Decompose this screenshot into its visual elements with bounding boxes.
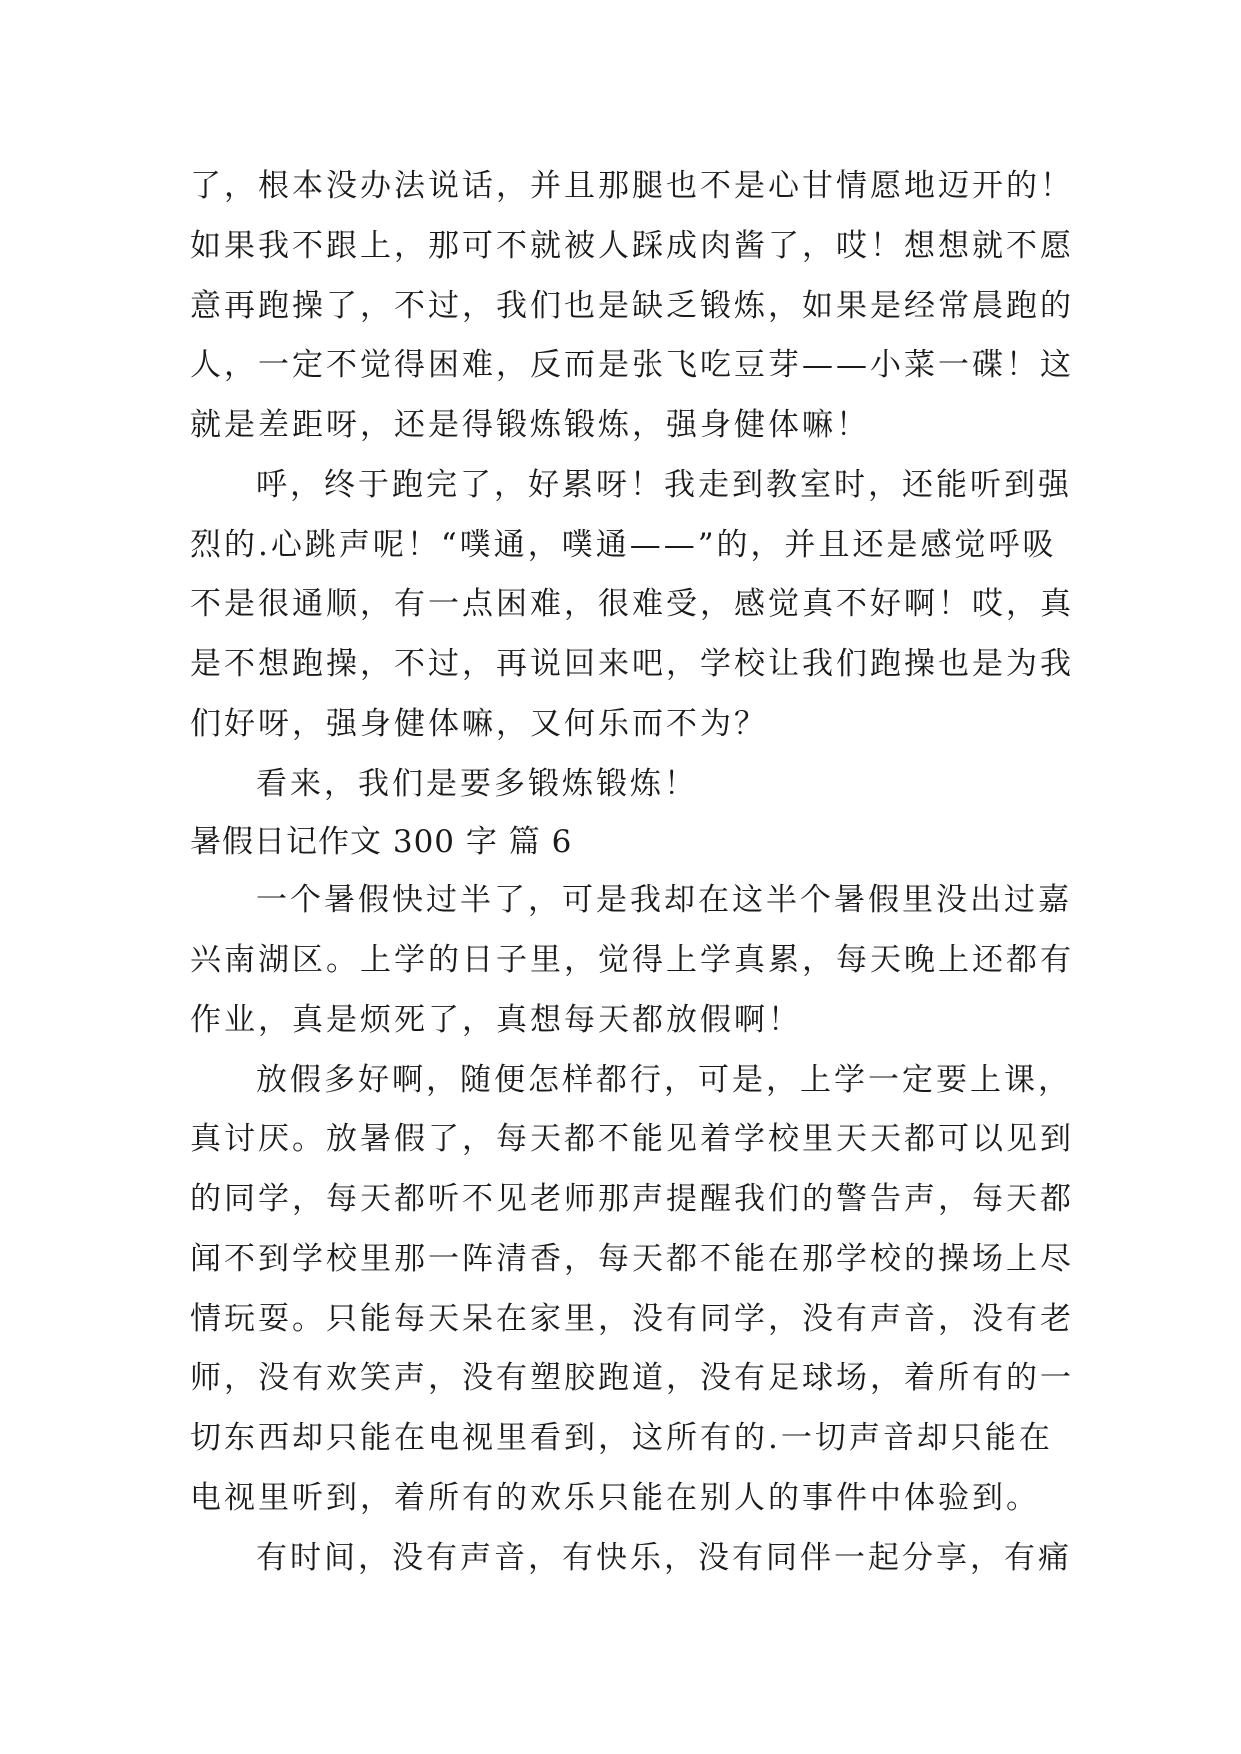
text-line: 们好呀，强身健体嘛，又何乐而不为？ bbox=[190, 706, 768, 742]
text-line: 情玩耍。只能每天呆在家里，没有同学，没有声音，没有老 bbox=[190, 1301, 1074, 1337]
paragraph-first-line: 呼，终于跑完了，好累呀！我走到教室时，还能听到强 bbox=[256, 467, 1072, 503]
text-line: 不是很通顺，有一点困难，很难受，感觉真不好啊！哎，真 bbox=[190, 586, 1074, 622]
text-line: 作业，真是烦死了，真想每天都放假啊！ bbox=[190, 1002, 802, 1038]
text-line: 的同学，每天都听不见老师那声提醒我们的警告声，每天都 bbox=[190, 1181, 1074, 1217]
text-line: 切东西却只能在电视里看到，这所有的.一切声音却只能在 bbox=[190, 1420, 1053, 1456]
text-line: 电视里听到，着所有的欢乐只能在别人的事件中体验到。 bbox=[190, 1480, 1040, 1516]
text-line: 就是差距呀，还是得锻炼锻炼，强身健体嘛！ bbox=[190, 407, 870, 443]
text-line: 了，根本没办法说话，并且那腿也不是心甘情愿地迈开的！ bbox=[190, 168, 1074, 204]
text-line: 意再跑操了，不过，我们也是缺乏锻炼，如果是经常晨跑的 bbox=[190, 288, 1074, 324]
text-line: 真讨厌。放暑假了，每天都不能见着学校里天天都可以见到 bbox=[190, 1121, 1074, 1157]
text-line: 人，一定不觉得困难，反而是张飞吃豆芽——小菜一碟！这 bbox=[190, 347, 1074, 383]
text-line: 闻不到学校里那一阵清香，每天都不能在那学校的操场上尽 bbox=[190, 1241, 1074, 1277]
text-line: 如果我不跟上，那可不就被人踩成肉酱了，哎！想想就不愿 bbox=[190, 228, 1074, 264]
text-line: 烈的.心跳声呢！“噗通，噗通——”的，并且还是感觉呼吸 bbox=[190, 527, 1057, 563]
paragraph-first-line: 看来，我们是要多锻炼锻炼！ bbox=[256, 766, 698, 802]
text-line: 是不想跑操，不过，再说回来吧，学校让我们跑操也是为我 bbox=[190, 646, 1074, 682]
paragraph-first-line: 放假多好啊，随便怎样都行，可是，上学一定要上课， bbox=[256, 1062, 1072, 1098]
paragraph-first-line: 有时间，没有声音，有快乐，没有同伴一起分享，有痛 bbox=[256, 1540, 1072, 1576]
text-line: 师，没有欢笑声，没有塑胶跑道，没有足球场，着所有的一 bbox=[190, 1360, 1074, 1396]
paragraph-first-line: 一个暑假快过半了，可是我却在这半个暑假里没出过嘉 bbox=[256, 882, 1072, 918]
text-line: 兴南湖区。上学的日子里，觉得上学真累，每天晚上还都有 bbox=[190, 942, 1074, 978]
section-heading: 暑假日记作文 300 字 篇 6 bbox=[190, 824, 573, 860]
